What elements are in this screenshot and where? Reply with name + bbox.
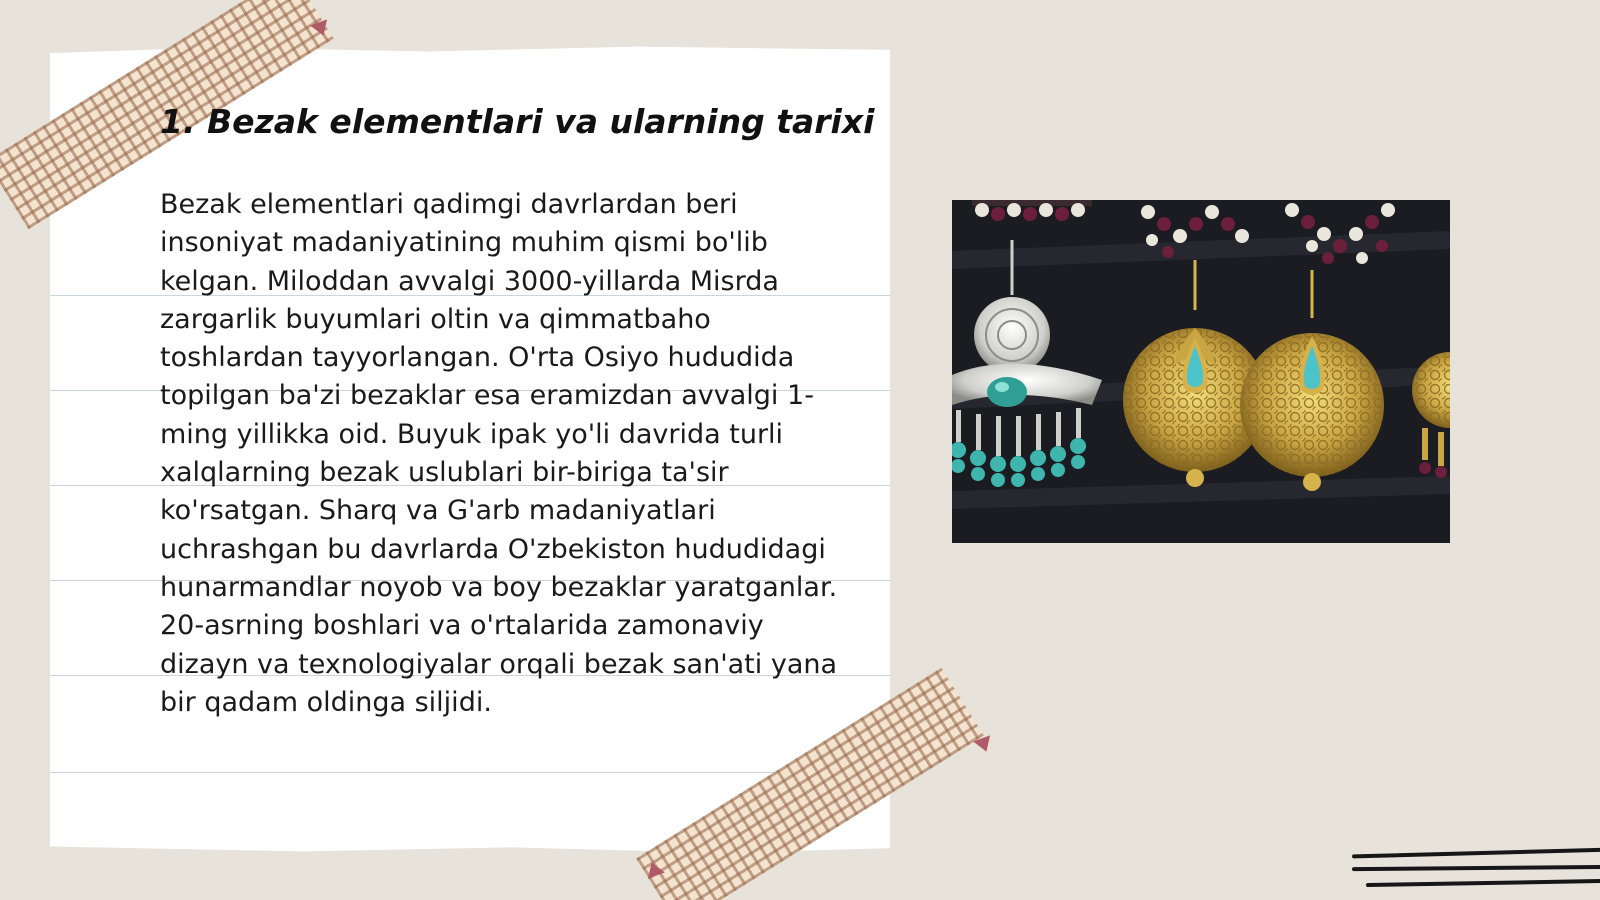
earrings-photo: [952, 200, 1450, 543]
deco-stroke: [1366, 879, 1600, 887]
deco-stroke: [1352, 865, 1600, 871]
note-line: [50, 772, 890, 773]
slide-body-text: Bezak elementlari qadimgi davrlardan beri insoniyat madaniyatining muhim qismi bo'lib kelgan. Miloddan avvalgi 3000-yillarda Misrda zargarlik buyumlari oltin va qimmatbaho toshlardan tayyorlangan. O'rta Osiyo hududida topilgan ba'zi bezaklar esa eramizdan avvalgi 1-ming yillikka oid. Buyuk ipak yo'li davrida turli xalqlarning bezak uslublari bir-biriga ta'sir ko'rsatgan. Sharq va G'arb madaniyatlari uchrashgan bu davrlarda O'zbekiston hududidagi hunarmandlar noyob va boy bezaklar yaratganlar. 20-asrning boshlari va o'rtalarida zamonaviy dizayn va texnologiyalar orqali bezak san'ati yana bir qadam oldinga siljidi.: [160, 189, 838, 718]
slide-title: 1. Bezak elementlari va ularning tarixi: [160, 102, 875, 141]
deco-stroke: [1352, 848, 1600, 859]
